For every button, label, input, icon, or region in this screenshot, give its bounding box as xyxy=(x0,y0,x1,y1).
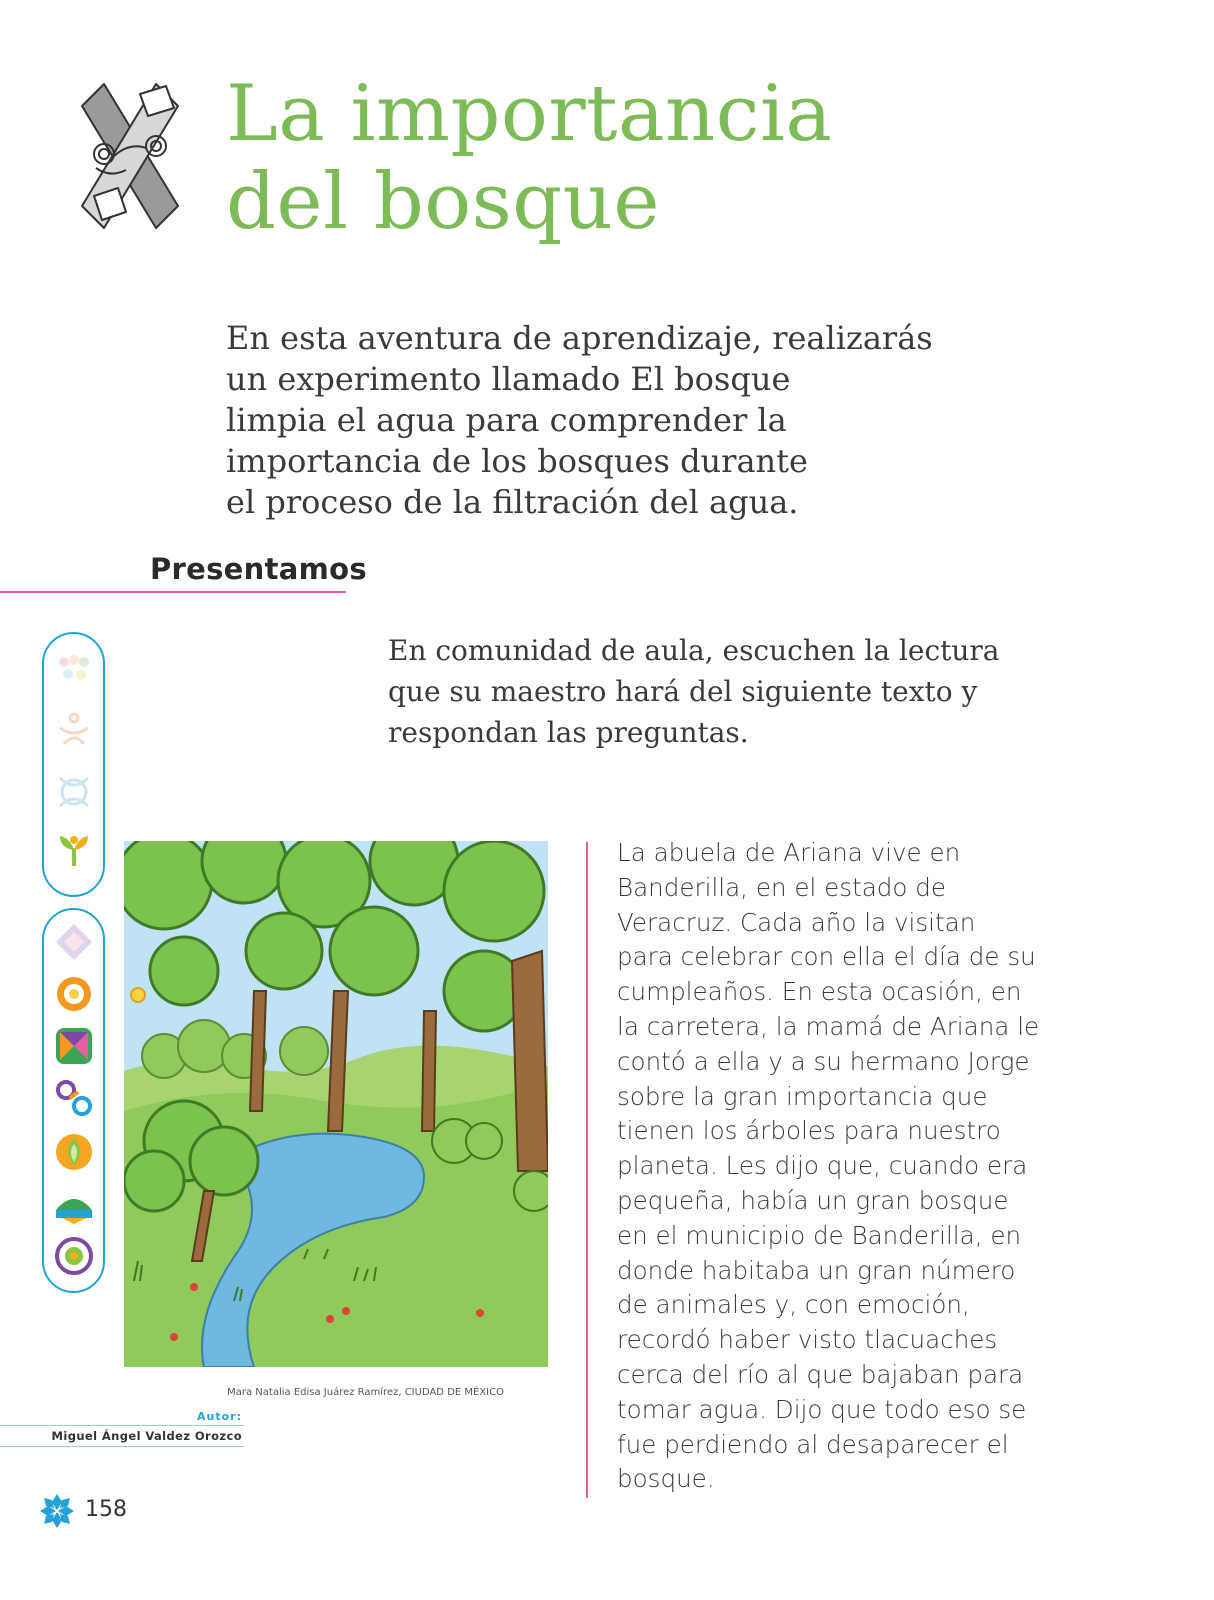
page-title: La importancia del bosque xyxy=(226,69,833,247)
story-text: La abuela de Ariana vive en Banderilla, en el estado de Veracruz. Cada año la visitan para celebrar con ella el día de su cumpleaños. En esta ocasión, en la carretera, la mamá de Ariana le contó a ella y a su hermano Jorge sobre la gran importancia que tienen los árboles para nuestro planeta. Les dijo que, cuando era pequeña, había un gran bosque en el municipio de Banderilla, en donde habitaba un gran número de animales y, con emoción, recordó haber visto tlacuaches cerca del río al que bajaban para tomar agua. Dijo que todo eso se fue perdiendo al desaparecer el bosque. xyxy=(617,838,1040,1494)
forest-illustration xyxy=(124,841,548,1367)
nature-icon-faded xyxy=(54,772,94,812)
landscape-icon xyxy=(54,1186,94,1226)
page-number: 158 xyxy=(85,1497,127,1522)
author-divider-top xyxy=(0,1425,244,1426)
diamond-icon xyxy=(54,922,94,962)
intro-paragraph: En esta aventura de aprendizaje, realizarás un experimento llamado El bosque limpia el agua para comprender la importancia de los bosques durante el proceso de la filtración del agua. xyxy=(226,319,933,521)
author-label: Autor: xyxy=(197,1410,242,1423)
author-name: Miguel Ángel Valdez Orozco xyxy=(51,1429,242,1443)
square-x-icon xyxy=(54,1026,94,1066)
story-accent-bar xyxy=(586,842,588,1498)
side-icons-top-panel xyxy=(42,632,105,897)
sun-circle-icon xyxy=(54,1236,94,1276)
plant-person-icon xyxy=(54,830,94,870)
fields-icon-faded xyxy=(54,650,94,690)
instructions-paragraph: En comunidad de aula, escuchen la lectura que su maestro hará del siguiente texto y respondan las preguntas. xyxy=(388,634,1000,749)
section-heading: Presentamos xyxy=(150,552,367,586)
illustration-caption: Mara Natalia Edisa Juárez Ramírez, CIUDAD DE MÉXICO xyxy=(227,1387,504,1398)
side-icons-bottom-panel xyxy=(42,908,105,1293)
spiral-icon xyxy=(54,974,94,1014)
chain-icon xyxy=(54,1078,94,1118)
crossed-sticks-title-icon xyxy=(74,76,186,236)
lotus-icon xyxy=(54,1132,94,1172)
author-divider-bottom xyxy=(0,1446,244,1447)
community-icon-faded xyxy=(54,710,94,750)
section-divider xyxy=(0,591,346,593)
snowflake-page-icon xyxy=(38,1492,76,1530)
